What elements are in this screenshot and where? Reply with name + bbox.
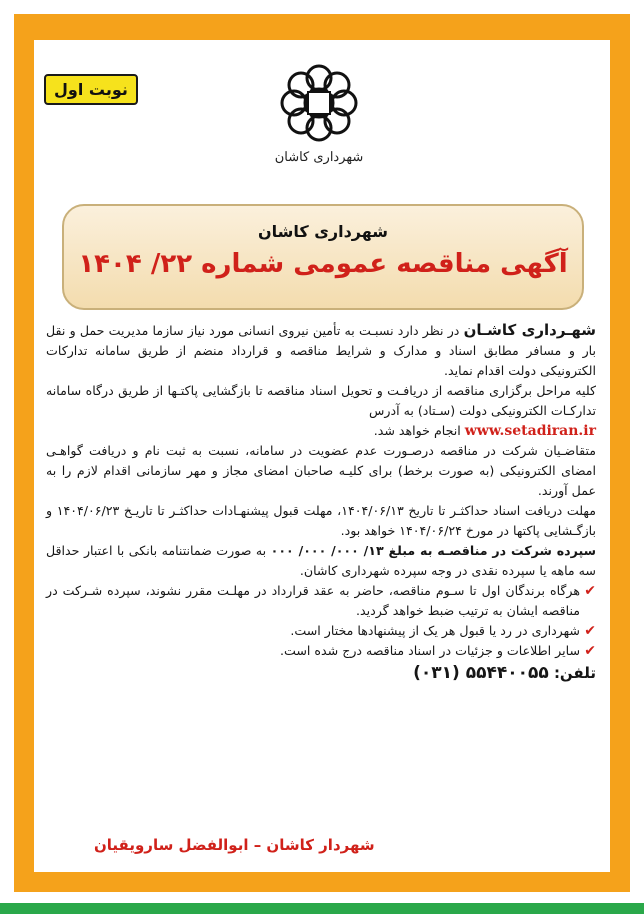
paragraph-2-end: انجام خواهد شد. <box>373 423 465 438</box>
paragraph-2 <box>46 381 596 441</box>
notice-panel <box>34 40 610 872</box>
paragraph-3: متقاضـیان شرکت در مناقصه درصـورت عدم عضویت در سامانه، نسبت به ثبت نام و دریافت گواهـی امضای الکترونیکی (به صورت برخط) برای کلیـه صاحبان امضای مجاز و مهر سازمانی اقدام لازم را به عمل آورند. <box>46 443 596 498</box>
paragraph-2-text: کلیه مراحل برگزاری مناقصه از دریافـت و تحویل اسناد مناقصه تا بازگشایی پاکتـها از طریق درگاه سامانه تداركـات الکترونیکی دولت (سـتاد) به آدرس <box>46 383 596 418</box>
logo-caption: شهرداری کاشان <box>274 150 364 165</box>
check-icon: ✔ <box>584 583 596 599</box>
top-strip <box>0 0 644 14</box>
municipality-logo <box>264 58 374 188</box>
notice-frame <box>14 14 630 892</box>
bottom-bar <box>0 903 644 914</box>
setad-url-link[interactable]: www.setadiran.ir <box>464 423 596 439</box>
signature: شهردار کاشان – ابوالفضل سارویقیان <box>94 836 375 854</box>
conditions-list <box>46 581 596 661</box>
paragraph-1-text: در نظر دارد نسبـت به تأمین نیروی انسانی مورد نیاز سازما مدیریت حمل و نقل بار و مسافر مطابق اسناد و مدارک و شرایط مناقصه و قرارداد منضم از طریق سامانه تدارکات الکترونیکی دولت اقدام نماید. <box>46 323 596 378</box>
deposit-amount: ۱۳/ ۰۰۰/ ۰۰۰/ ۰۰۰ <box>270 543 384 558</box>
list-item: ✔ هرگاه برندگان اول تا سـوم مناقصه، حاضر به عقد قرارداد در مهلـت مقرر نشوند، سپرده شـرکت در مناقصه ایشان به ترتیب ضبط خواهد گردید. <box>46 583 596 618</box>
phone-line <box>46 663 596 683</box>
title-box <box>62 204 584 310</box>
phone-label: تلفن: <box>553 664 596 682</box>
list-item: ✔ سایر اطلاعات و جزئیات در اسناد مناقصه درج شده است. <box>280 643 596 659</box>
paragraph-5 <box>46 541 596 581</box>
notice-body <box>46 320 596 683</box>
phone-number: (۰۳۱) ۵۵۴۴۰۰۵۵ <box>413 663 549 683</box>
notice-headline: آگهی مناقصه عمومی شماره ۲۲/ ۱۴۰۴ <box>78 249 568 279</box>
round-badge: نوبت اول <box>44 74 138 105</box>
deposit-lead: سپرده شرکت در مناقصـه به مبلغ <box>383 543 596 558</box>
rosette-logo-icon <box>274 58 364 148</box>
paragraph-1 <box>46 320 596 381</box>
check-icon: ✔ <box>584 623 596 639</box>
lead-org: شهـرداری کاشـان <box>463 321 596 339</box>
org-name: شهرداری کاشان <box>257 222 389 241</box>
check-icon: ✔ <box>584 643 596 659</box>
list-item: ✔ شهرداری در رد یا قبول هر یک از پیشنهادها مختار است. <box>290 623 596 639</box>
paragraph-4: مهلت دریافت اسناد حداکثـر تا تاریخ ۱۴۰۴/۰۶/۱۳، مهلت قبول پیشنهـادات حداکثـر تا تاریـخ ۱۴۰۴/۰۶/۲۳ و بازگـشایی پاکتها در مورخ ۱۴۰۴/۰۶/۲۴ خواهد بود. <box>46 503 596 538</box>
deposit-text: به صورت ضمانتنامه بانکی با اعتبار حداقل سه ماهه یا سپرده نقدی در وجه سپرده شهرداری کاشان. <box>46 543 596 578</box>
